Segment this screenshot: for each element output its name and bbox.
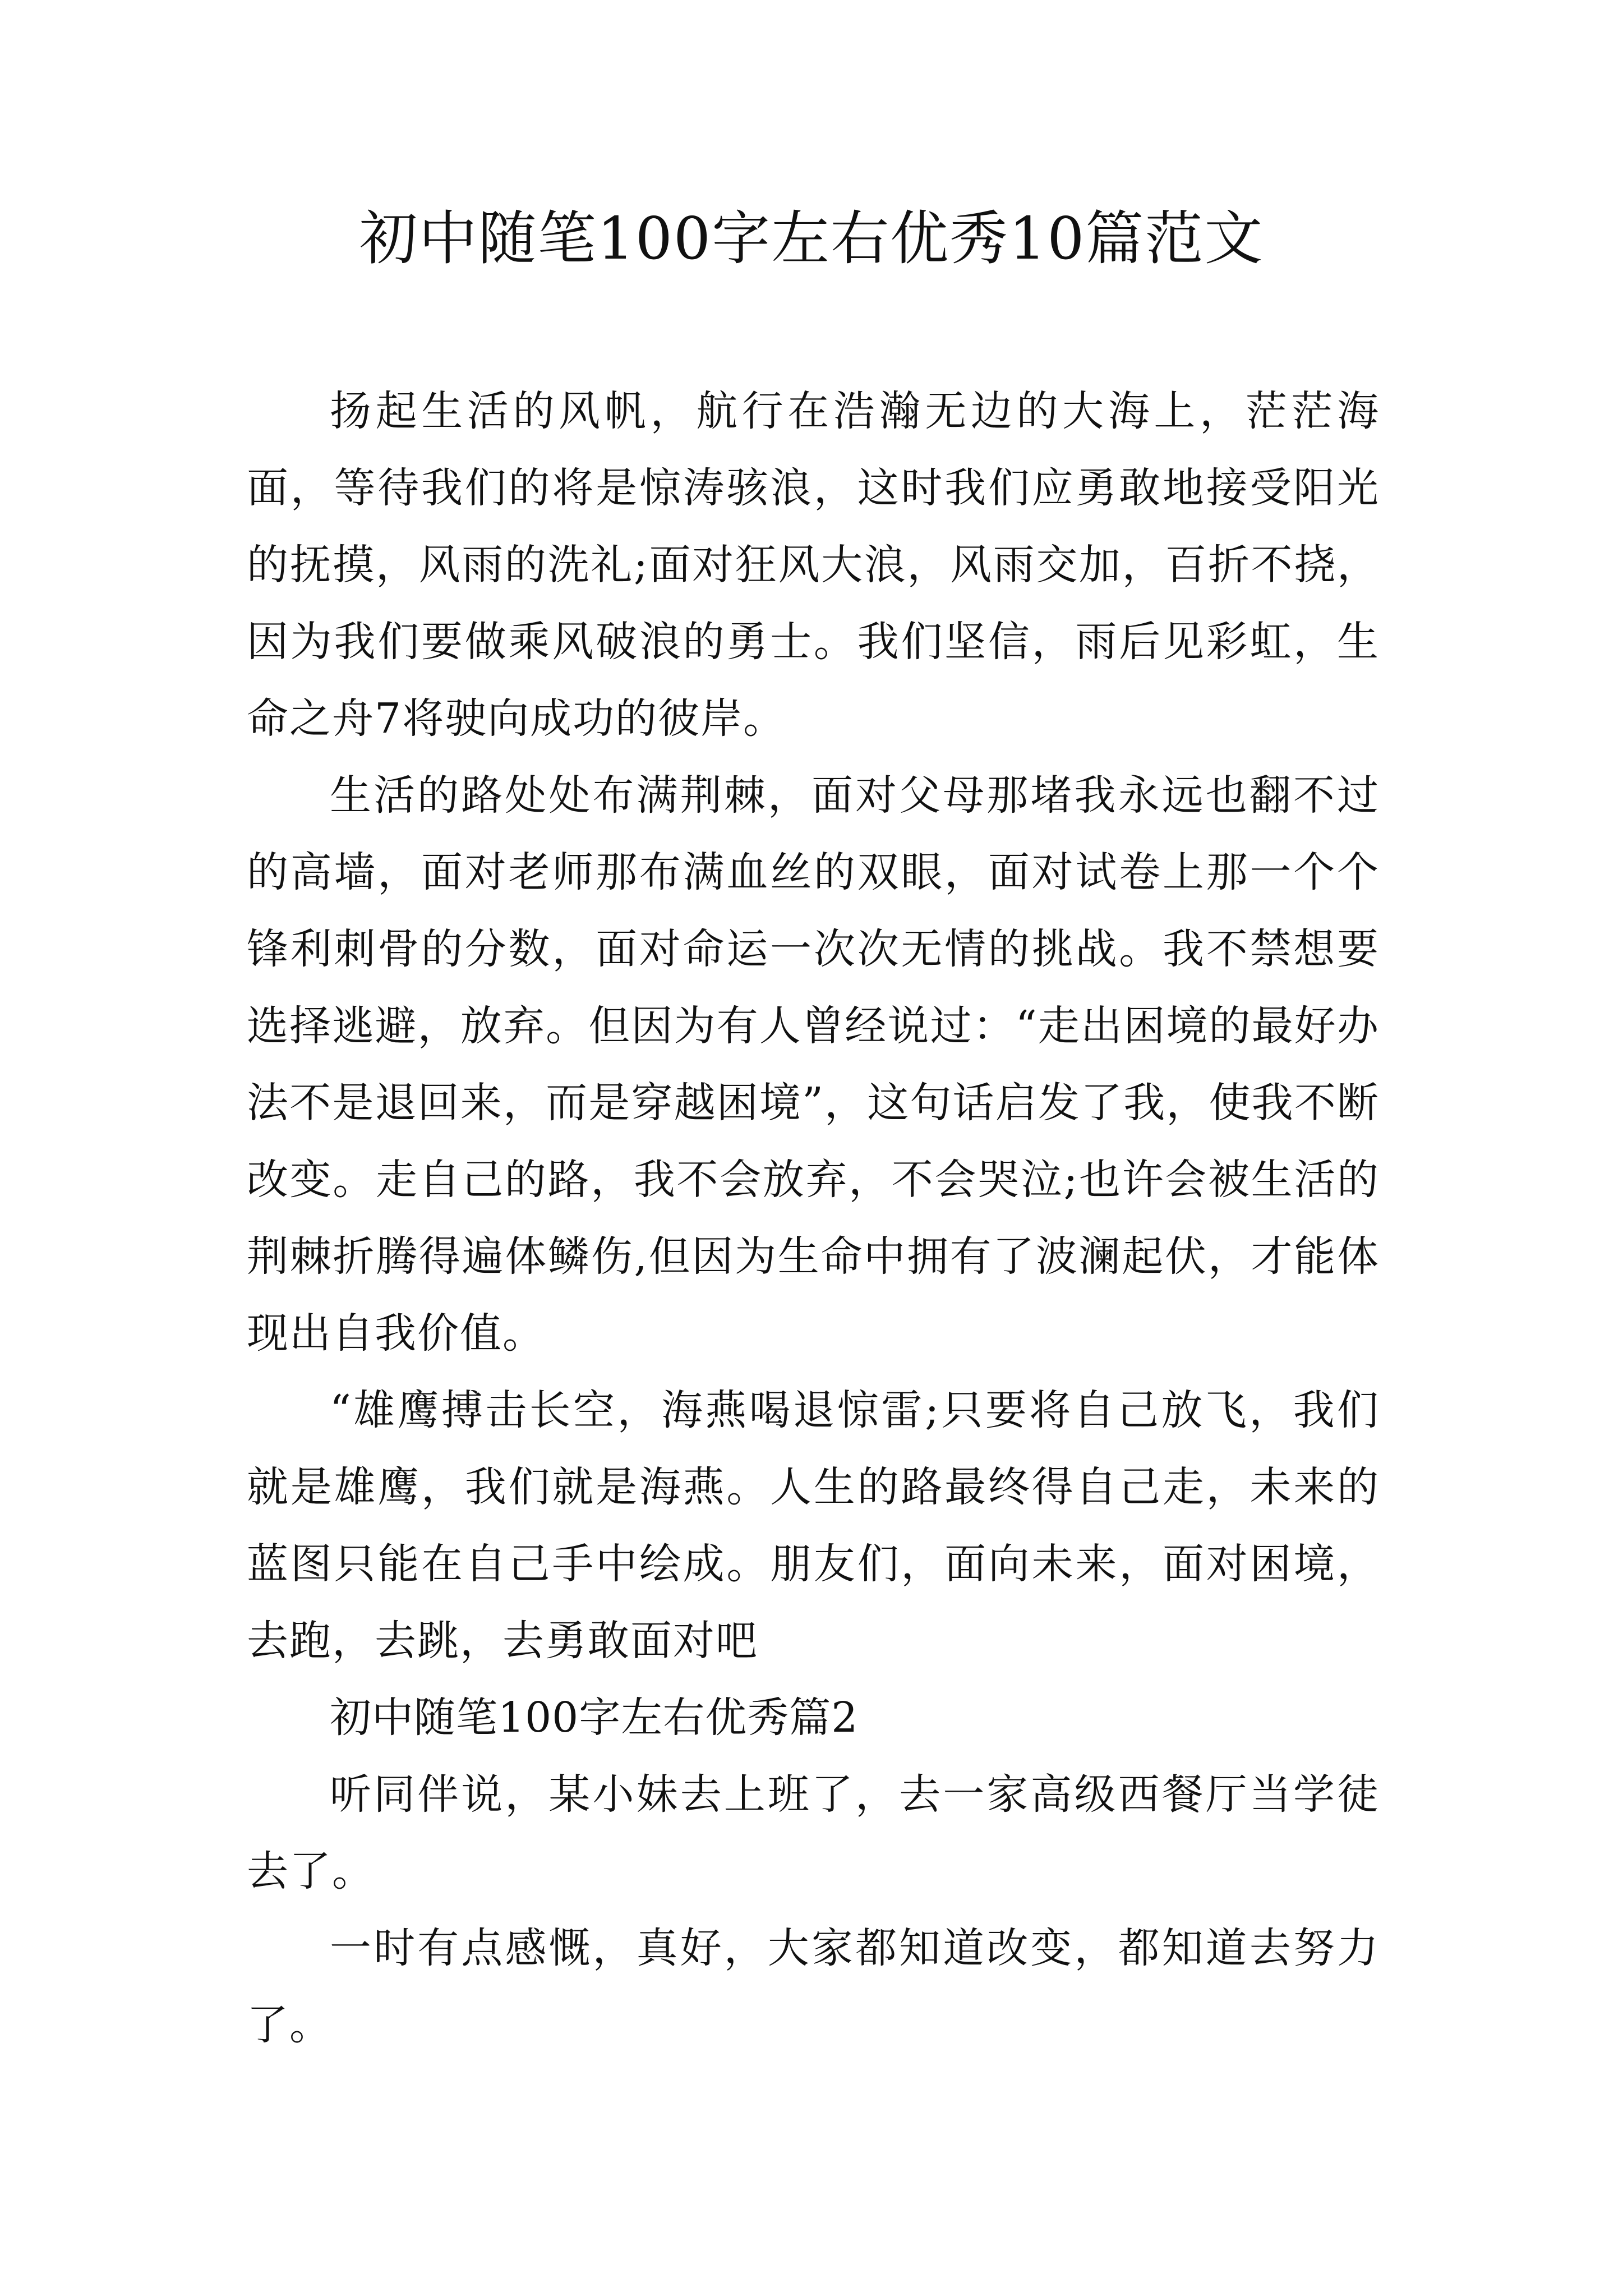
document-title: 初中随笔100字左右优秀10篇范文 [359, 204, 1264, 273]
paragraph-3: “雄鹰搏击长空，海燕喝退惊雷;只要将自己放飞，我们就是雄鹰，我们就是海燕。人生的路最终得自己走，未来的蓝图只能在自己手中绘成。朋友们，面向未来，面对困境，去跑，去跳，去勇敢面对吧 [247, 1386, 1380, 1665]
paragraph-5: 一时有点感慨，真好，大家都知道改变，都知道去努力了。 [247, 1924, 1380, 2049]
paragraph-2: 生活的路处处布满荆棘，面对父母那堵我永远也翻不过的高墙，面对老师那布满血丝的双眼，面对试卷上那一个个锋利刺骨的分数，面对命运一次次无情的挑战。我不禁想要选择逃避，放弃。但因为有人曾经说过：“走出困境的最好办法不是退回来，而是穿越困境”，这句话启发了我，使我不断改变。走自己的路，我不会放弃，不会哭泣;也许会被生活的荆棘折腾得遍体鳞伤,但因为生命中拥有了波澜起伏，才能体现出自我价值。 [247, 771, 1380, 1358]
paragraph-1: 扬起生活的风帆，航行在浩瀚无边的大海上，茫茫海面，等待我们的将是惊涛骇浪，这时我们应勇敢地接受阳光的抚摸，风雨的洗礼;面对狂风大浪，风雨交加，百折不挠，因为我们要做乘风破浪的勇士。我们坚信，雨后见彩虹，生命之舟7将驶向成功的彼岸。 [247, 387, 1380, 743]
section-heading-2: 初中随笔100字左右优秀篇2 [330, 1694, 859, 1742]
paragraph-4: 听同伴说，某小妹去上班了，去一家高级西餐厅当学徒去了。 [247, 1770, 1380, 1895]
document-body [247, 373, 1380, 2064]
